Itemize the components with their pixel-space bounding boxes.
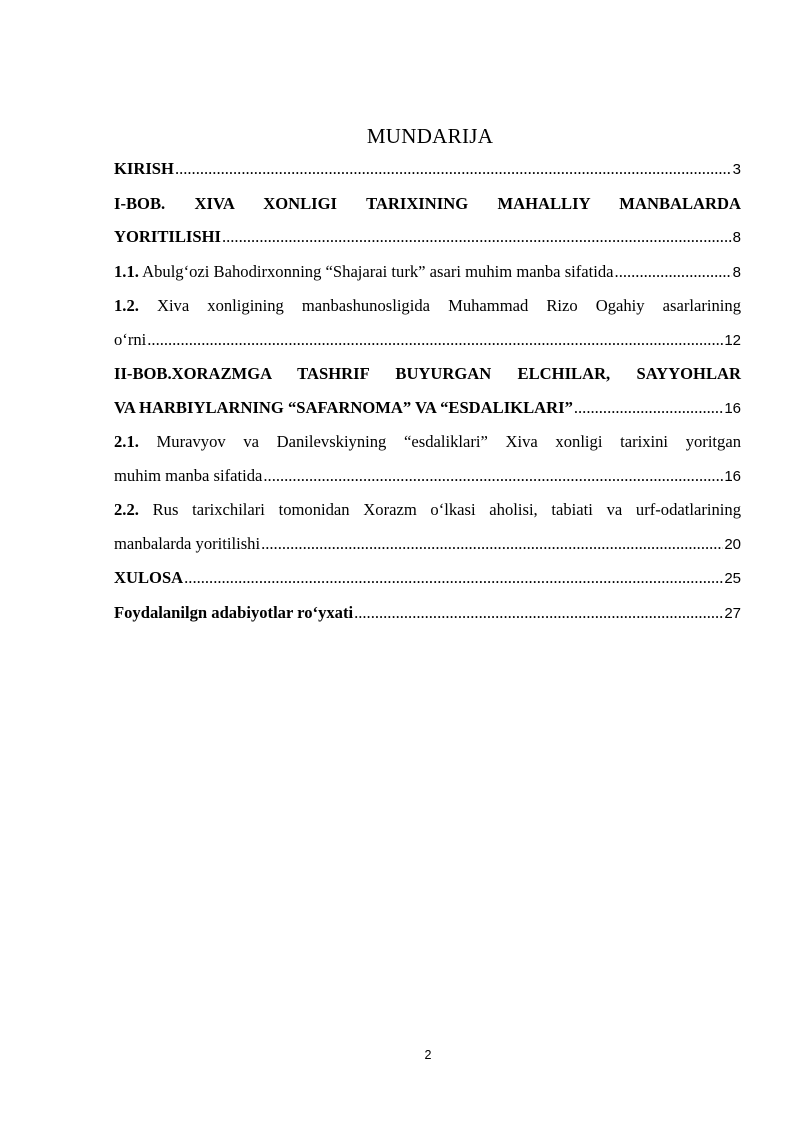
dot-leader (354, 596, 723, 630)
toc-entry-section-1-2[interactable] (114, 289, 741, 357)
dot-leader (263, 459, 723, 493)
toc-page-number: 3 (732, 161, 741, 178)
page-number: 2 (424, 1048, 432, 1062)
toc-entry-heading-line (114, 425, 741, 459)
toc-entry-label: Rus tarixchilari tomonidan Xorazm o‘lkasi aholisi, tabiati va urf-odatlarining (138, 500, 741, 519)
dot-leader (574, 391, 723, 425)
dot-leader (184, 561, 723, 595)
toc-entry-label: o‘rni (114, 329, 147, 349)
toc-entry-heading-line: I-BOB. XIVA XONLIGI TARIXINING MAHALLIY MANBALARDA (114, 193, 741, 213)
toc-entry-section-2-2[interactable] (114, 493, 741, 561)
toc-page-number: 20 (724, 535, 741, 553)
toc-page-number: 8 (732, 263, 741, 281)
toc-title: MUNDARIJA (366, 124, 494, 148)
toc-entry-section-2-1[interactable] (114, 425, 741, 493)
toc-entry-label: Foydalanilgn adabiyotlar ro‘yxati (114, 602, 354, 622)
toc-entry-heading-line: II-BOB.XORAZMGA TASHRIF BUYURGAN ELCHILAR, SAYYOHLAR (114, 364, 741, 383)
toc-entry-label: Abulg‘ozi Bahodirxonning “Shajarai turk” asari muhim manba sifatida (138, 261, 614, 281)
toc-entry-label: KIRISH (114, 159, 174, 178)
toc-entry-section-1-1[interactable] (114, 255, 741, 290)
dot-leader (222, 220, 732, 254)
dot-leader (175, 152, 732, 186)
toc-entry-xulosa[interactable] (114, 561, 741, 596)
toc-section-number: 1.1. (114, 261, 139, 281)
toc-page-number: 25 (724, 570, 741, 587)
toc-entry-heading-line (114, 493, 741, 527)
toc-entry-bibliography[interactable] (114, 596, 741, 631)
toc-page-number: 27 (724, 604, 741, 622)
toc-page-number: 12 (724, 331, 741, 349)
toc-section-number: 2.1. (114, 432, 139, 451)
toc-entry-label: manbalarda yoritilishi (114, 533, 261, 553)
toc-page-number: 16 (724, 467, 741, 485)
toc-entry-label: XULOSA (114, 568, 184, 587)
toc-section-number: 1.2. (114, 296, 139, 315)
toc-entry-heading-line (114, 289, 741, 323)
toc-page-number: 8 (732, 229, 741, 246)
toc-entry-label: Muravyov va Danilevskiyning “esdaliklari” Xiva xonligi tarixini yoritgan (138, 432, 741, 451)
dot-leader (261, 527, 723, 561)
toc-entry-chapter-2[interactable] (114, 357, 741, 425)
toc-section-number: 2.2. (114, 500, 139, 519)
toc-entry-chapter-1[interactable] (114, 187, 741, 255)
toc-page-number: 16 (724, 399, 741, 417)
toc-entry-kirish[interactable] (114, 152, 741, 187)
dot-leader (147, 323, 723, 357)
toc-entry-label: Xiva xonligining manbashunosligida Muhammad Rizo Ogahiy asarlarining (138, 296, 741, 315)
toc-entry-label: VA HARBIYLARNING “SAFARNOMA” VA “ESDALIKLARI” (114, 397, 573, 417)
toc-entry-label: YORITILISHI (114, 227, 221, 246)
toc-entry-label: muhim manba sifatida (114, 465, 263, 485)
table-of-contents (114, 152, 741, 630)
dot-leader (615, 255, 732, 289)
